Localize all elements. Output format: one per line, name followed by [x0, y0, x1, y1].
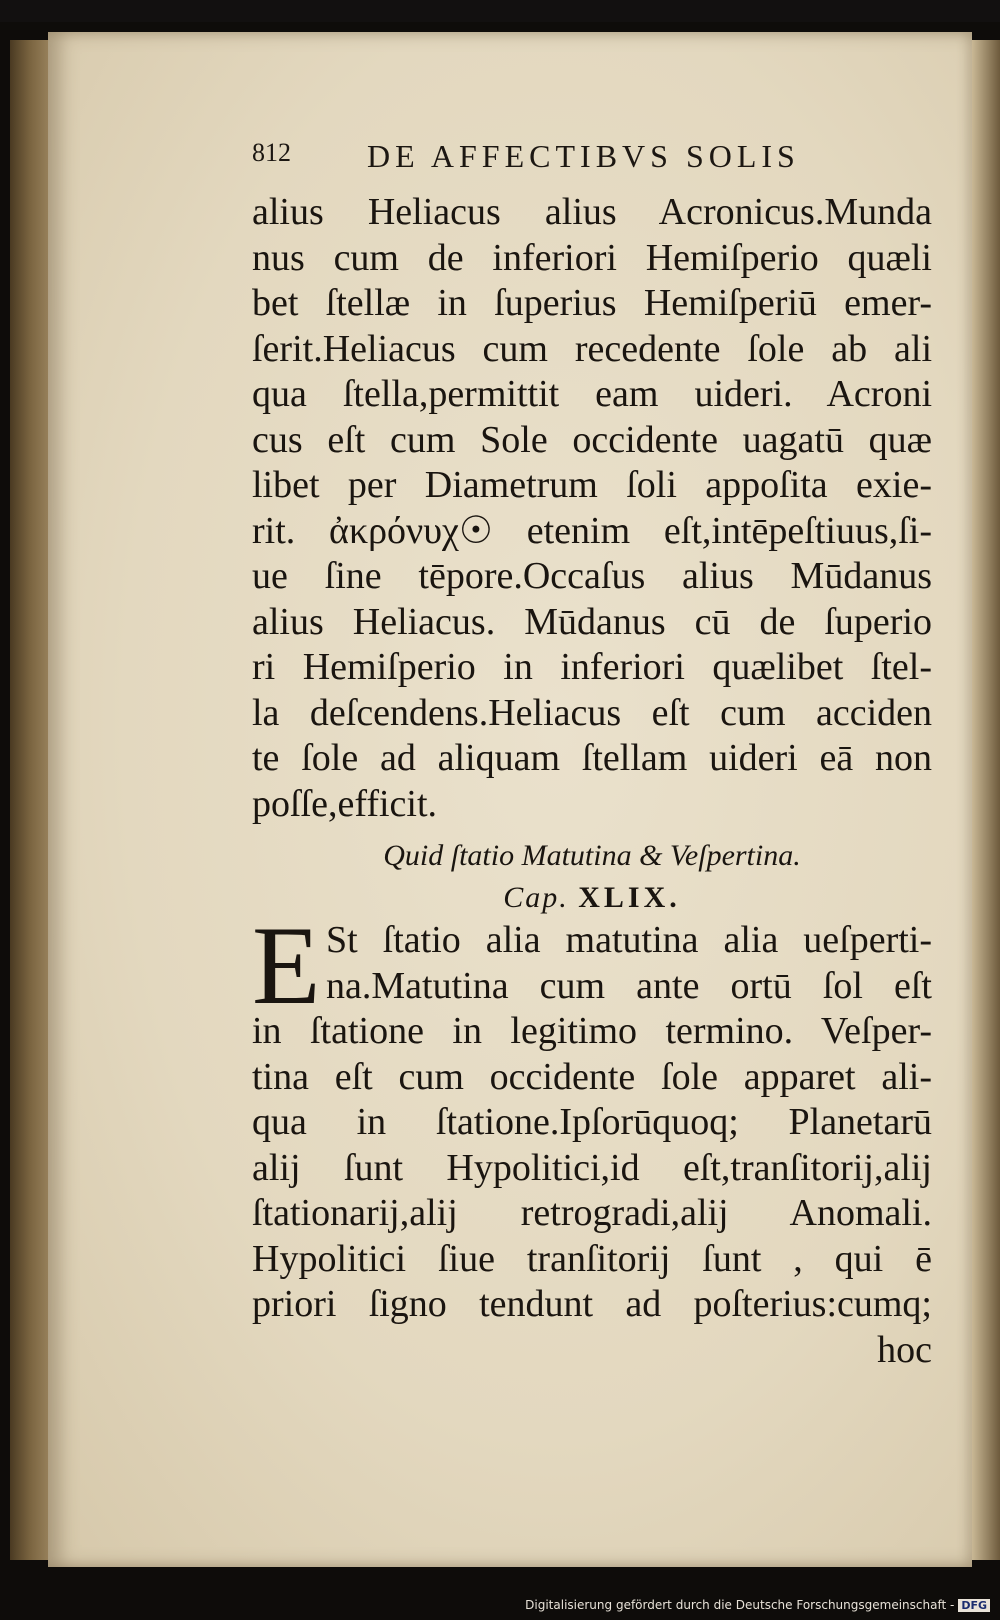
credit-text: Digitalisierung gefördert durch die Deutsche Forschungsgemeinschaft - — [525, 1598, 955, 1612]
text-line: bet ſtellæ in ſuperius Hemiſperiū emer- — [252, 282, 932, 324]
text-line: in ſtatione in legitimo termino. Veſper- — [252, 1010, 932, 1052]
dfg-logo: DFG — [958, 1599, 990, 1612]
text-line: ri Hemiſperio in inferiori quælibet ſtel- — [252, 646, 932, 688]
text-line: te ſole ad aliquam ſtellam uideri eā non — [252, 737, 932, 779]
running-header — [252, 138, 852, 178]
drop-cap-initial: E — [252, 904, 321, 1028]
chapter-cap-label: Cap. — [503, 881, 569, 914]
running-title: DE AFFECTIBVS SOLIS — [367, 138, 800, 174]
text-line: alius Heliacus. Mūdanus cū de ſuperio — [252, 600, 932, 643]
catchword: hoc — [877, 1328, 932, 1371]
text-line: ſtationarij,alij retrogradi,alij Anomali. — [252, 1192, 932, 1234]
text-line: tina eſt cum occidente ſole apparet ali- — [252, 1055, 932, 1098]
text-line: qua in ſtatione.Ipſorūquoq; Planetarū — [252, 1101, 932, 1143]
text-line: St ſtatio alia matutina alia ueſperti- — [326, 919, 932, 961]
digitization-credit — [525, 1598, 990, 1612]
text-line: Hypolitici ſiue tranſitorij ſunt , qui ē — [252, 1237, 932, 1280]
text-line: nus cum de inferiori Hemiſperio quæli — [252, 236, 932, 279]
text-line: ue ſine tēpore.Occaſus alius Mūdanus — [252, 555, 932, 597]
chapter-title: Quid ſtatio Matutina & Veſpertina. — [383, 839, 801, 872]
chapter-roman-numeral: XLIX. — [578, 881, 681, 914]
text-line: priori ſigno tendunt ad poſterius:cumq; — [252, 1283, 932, 1325]
body-text — [252, 190, 932, 827]
scan-top-band — [0, 0, 1000, 22]
text-line: qua ſtella,permittit eam uideri. Acroni — [252, 373, 932, 415]
text-line: poſſe,efficit. — [252, 782, 438, 825]
text-line: alius Heliacus alius Acronicus.Munda — [252, 191, 932, 233]
text-line: ſerit.Heliacus cum recedente ſole ab ali — [252, 327, 932, 370]
chapter-number — [252, 878, 932, 918]
page-right-edge — [972, 40, 1000, 1560]
text-line: na.Matutina cum ante ortū ſol eſt — [326, 964, 932, 1007]
chapter-section — [252, 904, 932, 1373]
page-number: 812 — [252, 138, 291, 167]
text-line: libet per Diametrum ſoli appoſita exie- — [252, 464, 932, 506]
text-line: la deſcendens.Heliacus eſt cum acciden — [252, 691, 932, 734]
text-line: alij ſunt Hypolitici,id eſt,tranſitorij,alij — [252, 1146, 932, 1189]
text-line: rit. ἀκρόνυχ☉ etenim eſt,intēpeſtiuus,ſi- — [252, 509, 932, 552]
text-line: cus eſt cum Sole occidente uagatū quæ — [252, 418, 932, 461]
